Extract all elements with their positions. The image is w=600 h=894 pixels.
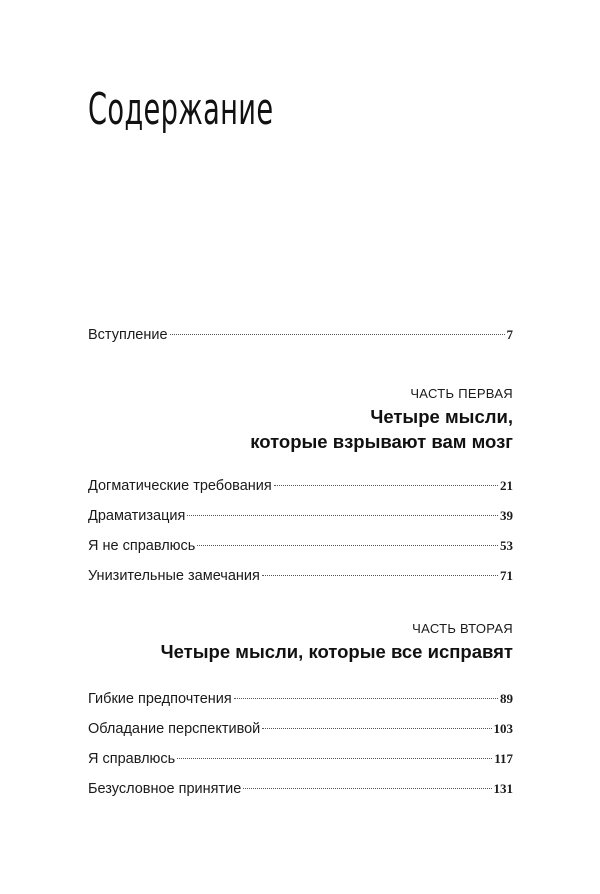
part-one-title-line-2: которые взрывают вам мозг (250, 431, 513, 452)
dot-leader (262, 575, 498, 576)
toc-entry-page: 71 (500, 568, 513, 583)
part-one-title-line-1: Четыре мысли, (370, 406, 513, 427)
toc-entry-page: 39 (500, 508, 513, 523)
part-one-heading (88, 384, 513, 454)
toc-entry-intro[interactable] (88, 320, 513, 350)
part-two-title-line-1: Четыре мысли, которые все исправят (160, 641, 513, 662)
toc-entry-label: Догматические требования (88, 478, 272, 494)
toc-entry-page: 131 (493, 781, 513, 796)
toc-entry[interactable] (88, 744, 513, 774)
toc-entry-label: Гибкие предпочтения (88, 691, 232, 707)
dot-leader (274, 485, 498, 486)
toc-entry[interactable] (88, 774, 513, 804)
toc-entry[interactable] (88, 501, 513, 531)
part-one-kicker: ЧАСТЬ ПЕРВАЯ (410, 386, 513, 401)
toc-entry-label: Я справлюсь (88, 751, 176, 767)
toc-entry-label: Обладание перспективой (88, 721, 261, 737)
dot-leader (170, 334, 505, 335)
toc-entry-label: Унизительные замечания (88, 568, 260, 584)
toc-entry-page: 103 (493, 721, 513, 736)
contents-title: Содержание (88, 84, 274, 135)
dot-leader (187, 515, 498, 516)
toc-entry-label: Вступление (88, 327, 168, 343)
toc-entry[interactable] (88, 561, 513, 591)
toc-entry-label: Я не справлюсь (88, 538, 196, 554)
part-two-heading (88, 619, 513, 664)
toc-entry[interactable] (88, 531, 513, 561)
intro-section (88, 320, 513, 350)
toc-entry[interactable] (88, 471, 513, 501)
dot-leader (177, 758, 492, 759)
part-one-entries (88, 471, 513, 591)
dot-leader (197, 545, 498, 546)
toc-entry-label: Драматизация (88, 508, 186, 524)
toc-entry[interactable] (88, 714, 513, 744)
toc-entry-page: 7 (506, 327, 513, 342)
toc-entry-page: 53 (500, 538, 513, 553)
part-two-kicker: ЧАСТЬ ВТОРАЯ (412, 621, 513, 636)
toc-entry-page: 89 (500, 691, 513, 706)
toc-entry-label: Безусловное принятие (88, 781, 242, 797)
dot-leader (234, 698, 498, 699)
toc-entry-page: 117 (494, 751, 513, 766)
dot-leader (243, 788, 491, 789)
toc-entry[interactable] (88, 684, 513, 714)
dot-leader (262, 728, 491, 729)
part-two-entries (88, 684, 513, 804)
toc-entry-page: 21 (500, 478, 513, 493)
